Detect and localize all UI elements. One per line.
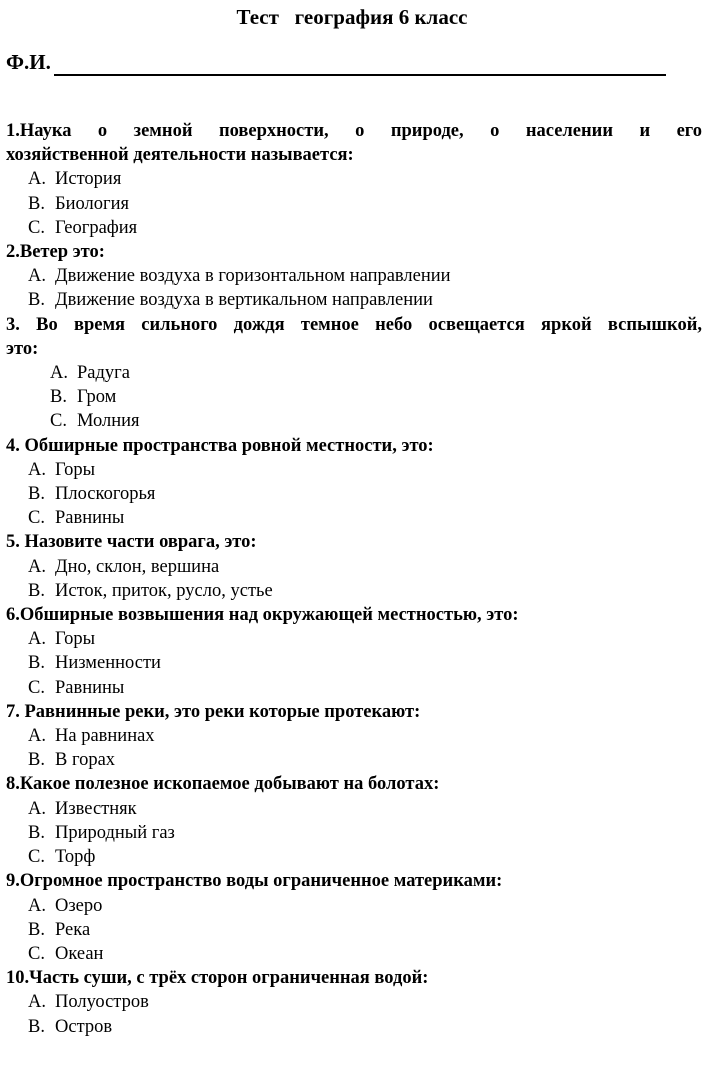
- question-10: 10.Часть суши, с трёх сторон ограниченная водой:: [6, 968, 429, 989]
- question-3: [6, 313, 702, 361]
- question-4: 4. Обширные пространства ровной местности, это:: [6, 435, 434, 456]
- answer-option: A. История: [28, 169, 122, 190]
- answer-option: A. Полуостров: [28, 992, 149, 1013]
- answer-option: B. Река: [28, 919, 91, 940]
- answer-option: B. Движение воздуха в вертикальном направлении: [28, 290, 433, 311]
- answer-option: B. Остров: [28, 1016, 113, 1037]
- answer-option: C. География: [28, 217, 138, 238]
- question-5: 5. Назовите части оврага, это:: [6, 532, 257, 553]
- answer-option: A. Дно, склон, вершина: [28, 556, 220, 577]
- answer-option: A. Известняк: [28, 798, 137, 819]
- answer-option: C. Торф: [28, 847, 96, 868]
- question-list: [6, 119, 702, 1039]
- answer-option: A. Горы: [28, 629, 95, 650]
- answer-option: A. На равнинах: [28, 726, 155, 747]
- question-text: 3. Во время сильного дождя темное небо освещается яркой вспышкой,: [6, 314, 702, 335]
- question-text-cont: это:: [6, 338, 39, 359]
- answer-option: B. Плоскогорья: [28, 484, 156, 505]
- answer-option: B. Низменности: [28, 653, 161, 674]
- answer-option: B. Гром: [50, 387, 117, 408]
- answer-option: A. Радуга: [50, 363, 130, 384]
- question-text-cont: хозяйственной деятельности называется:: [6, 145, 354, 166]
- answer-option: B. Биология: [28, 193, 130, 214]
- question-1: [6, 119, 702, 167]
- answer-option: C. Молния: [50, 411, 140, 432]
- answer-option: B. В горах: [28, 750, 116, 771]
- question-text: 1.Наука о земной поверхности, о природе, о населении и его: [6, 121, 702, 141]
- answer-option: B. Исток, приток, русло, устье: [28, 580, 273, 601]
- answer-option: C. Равнины: [28, 508, 125, 529]
- question-2: 2.Ветер это:: [6, 242, 105, 263]
- answer-option: B. Природный газ: [28, 822, 175, 843]
- question-9: 9.Огромное пространство воды ограниченное материками:: [6, 871, 503, 892]
- answer-option: A. Горы: [28, 459, 95, 480]
- question-7: 7. Равнинные реки, это реки которые протекают:: [6, 701, 421, 722]
- page-title: Тест география 6 класс: [236, 5, 468, 29]
- fio-underline: [54, 74, 666, 76]
- answer-option: C. Океан: [28, 943, 104, 964]
- answer-option: C. Равнины: [28, 677, 125, 698]
- fio-label: Ф.И.: [6, 50, 51, 74]
- question-6: 6.Обширные возвышения над окружающей местностью, это:: [6, 605, 519, 626]
- answer-option: A. Движение воздуха в горизонтальном направлении: [28, 266, 451, 287]
- question-8: 8.Какое полезное ископаемое добывают на болотах:: [6, 774, 440, 795]
- answer-option: A. Озеро: [28, 895, 103, 916]
